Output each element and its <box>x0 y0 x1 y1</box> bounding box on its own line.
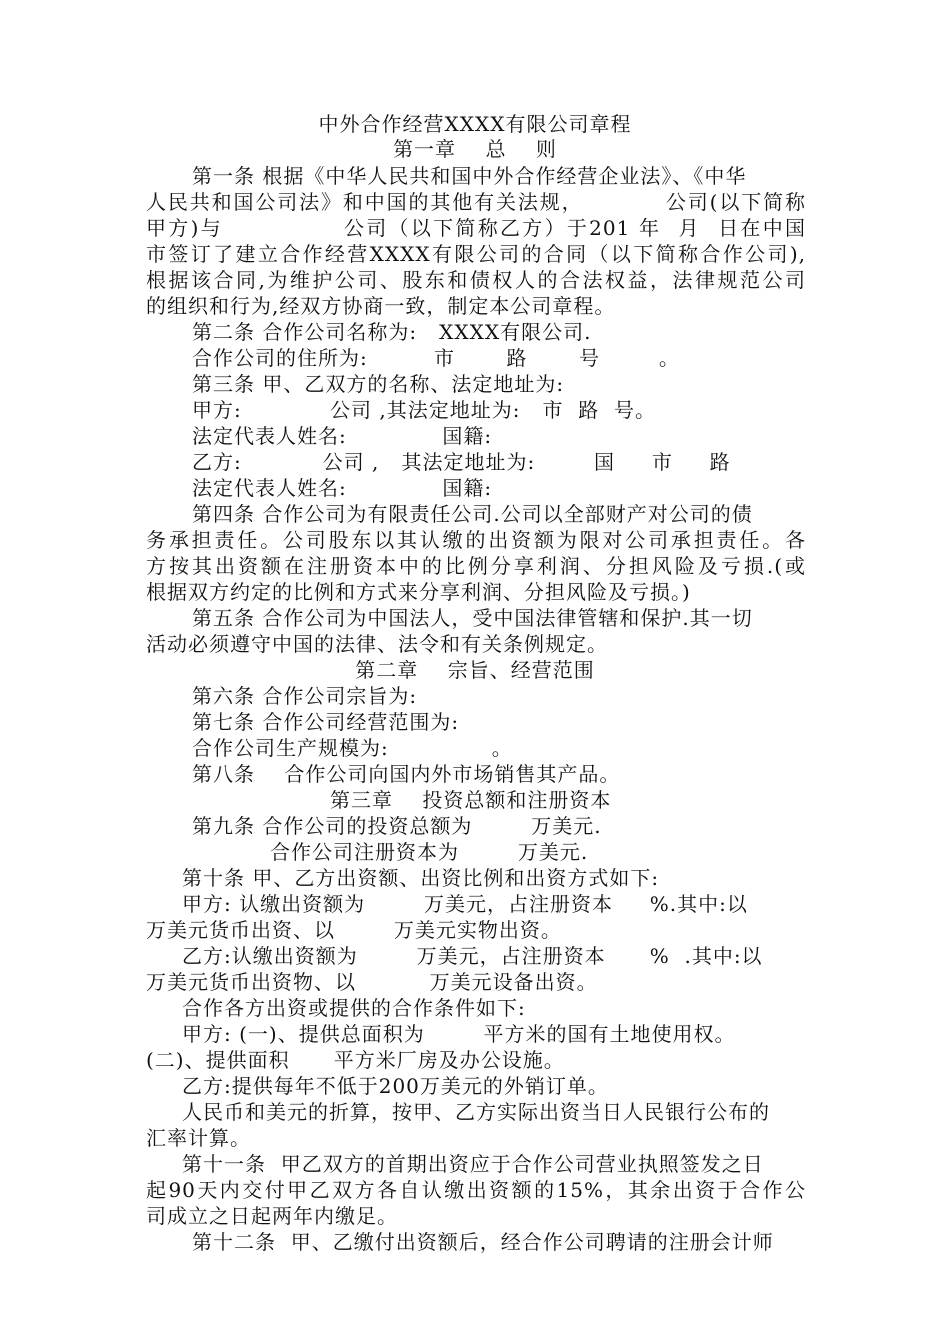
document-line: 中外合作经营XXXX有限公司章程 <box>318 112 632 136</box>
document-line: 方按其出资额在注册资本中的比例分享利润、分担风险及亏损.(或 <box>146 554 806 578</box>
document-line: 司成立之日起两年内缴足。 <box>146 1204 398 1228</box>
document-line: 第十二条 甲、乙缴付出资额后，经合作公司聘请的注册会计师 <box>192 1230 774 1254</box>
document-line: 人民币和美元的折算，按甲、乙方实际出资当日人民银行公布的 <box>182 1100 770 1124</box>
document-line: 第五条 合作公司为中国法人，受中国法律管辖和保护.其一切 <box>192 606 753 630</box>
document-line: 万美元货币出资物、以 万美元设备出资。 <box>146 970 598 994</box>
document-line: 根据双方约定的比例和方式来分享利润、分担风险及亏损。) <box>146 580 691 604</box>
document-line: 第二条 合作公司名称为: XXXX有限公司. <box>192 320 592 344</box>
document-line: 根据该合同,为维护公司、股东和债权人的合法权益，法律规范公司 <box>146 268 806 292</box>
document-line: 法定代表人姓名: 国籍: <box>192 476 493 500</box>
document-line: 第三条 甲、乙双方的名称、法定地址为: <box>192 372 565 396</box>
document-line: 第十条 甲、乙方出资额、出资比例和出资方式如下: <box>182 866 660 890</box>
document-line: 甲方: 认缴出资额为 万美元，占注册资本 %.其中:以 <box>182 892 748 916</box>
document-line: (二)、提供面积 平方米厂房及办公设施。 <box>146 1048 565 1072</box>
document-line: 起90天内交付甲乙双方各自认缴出资额的15%，其余出资于合作公 <box>146 1178 806 1202</box>
document-line: 的组织和行为,经双方协商一致，制定本公司章程。 <box>146 294 616 318</box>
document-line: 汇率计算。 <box>146 1126 251 1150</box>
document-line: 第七条 合作公司经营范围为: <box>192 710 460 734</box>
document-line: 第六条 合作公司宗旨为: <box>192 684 418 708</box>
document-line: 第一条 根据《中华人民共和国中外合作经营企业法》、《中华 <box>192 164 747 188</box>
document-line: 合作公司生产规模为: 。 <box>192 736 513 760</box>
document-line: 乙方:提供每年不低于200万美元的外销订单。 <box>182 1074 609 1098</box>
document-line: 甲方)与 公司（以下简称乙方）于201 年 月 日在中国 <box>146 216 806 240</box>
document-line: 乙方:认缴出资额为 万美元，占注册资本 % .其中:以 <box>182 944 763 968</box>
document-line: 市签订了建立合作经营XXXX有限公司的合同（以下简称合作公司), <box>146 242 806 266</box>
document-line: 第二章 宗旨、经营范围 <box>355 658 595 682</box>
document-line: 第九条 合作公司的投资总额为 万美元. <box>192 814 602 838</box>
document-line: 万美元货币出资、以 万美元实物出资。 <box>146 918 562 942</box>
document-line: 合作各方出资或提供的合作条件如下: <box>182 996 526 1020</box>
document-line: 第三章 投资总额和注册资本 <box>330 788 612 812</box>
document-line: 甲方: (一)、提供总面积为 平方米的国有土地使用权。 <box>182 1022 736 1046</box>
document-line: 法定代表人姓名: 国籍: <box>192 424 493 448</box>
document-line: 合作公司的住所为: 市 路 号 。 <box>192 346 680 370</box>
document-line: 活动必须遵守中国的法律、法令和有关条例规定。 <box>146 632 608 656</box>
document-line: 第四条 合作公司为有限责任公司.公司以全部财产对公司的债 <box>192 502 753 526</box>
document-line: 甲方: 公司 ,其法定地址为: 市 路 号。 <box>192 398 656 422</box>
document-line: 第一章 总 则 <box>393 137 557 161</box>
document-line: 合作公司注册资本为 万美元. <box>270 840 589 864</box>
document-line: 第十一条 甲乙双方的首期出资应于合作公司营业执照签发之日 <box>182 1152 764 1176</box>
document-line: 人民共和国公司法》和中国的其他有关法规， 公司(以下简称 <box>146 190 806 214</box>
document-line: 务承担责任。公司股东以其认缴的出资额为限对公司承担责任。各 <box>146 528 806 552</box>
document-line: 乙方: 公司 , 其法定地址为: 国 市 路 <box>192 450 731 474</box>
document-line: 第八条 合作公司向国内外市场销售其产品。 <box>192 762 621 786</box>
